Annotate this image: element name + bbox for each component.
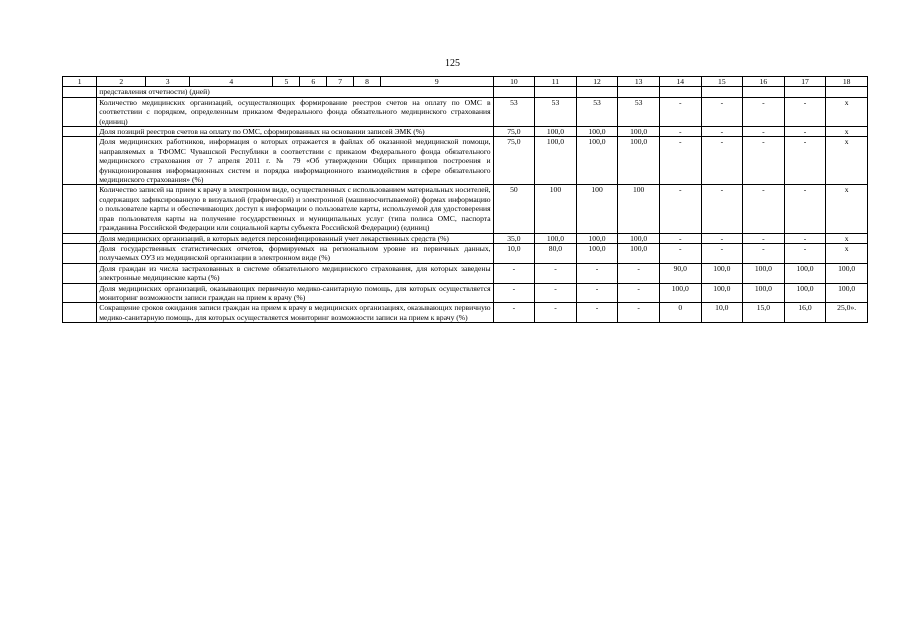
value-cell-col-12: 100,0 (576, 233, 618, 243)
value-cell-col-18: 100,0 (826, 283, 868, 303)
indicator-name-cell: Доля позиций реестров счетов на оплату по ОМС, сформированных на основании записей ЭМК (%) (97, 127, 493, 137)
value-cell-col-15: 100,0 (701, 263, 743, 283)
value-cell-col-16: - (743, 243, 785, 263)
value-cell-col-10: - (493, 283, 535, 303)
indicator-name-cell: Доля медицинских организаций, оказывающих первичную медико-санитарную помощь, для которых осуществляется мониторинг возможности записи граждан на прием к врачу (%) (97, 283, 493, 303)
page-number: 125 (445, 58, 460, 69)
value-cell-col-12: 100,0 (576, 137, 618, 185)
value-cell-col-18: x (826, 127, 868, 137)
value-cell-col-11: 100,0 (535, 127, 577, 137)
value-cell-col-13: - (618, 263, 660, 283)
value-cell-col-17: - (784, 127, 826, 137)
value-cell-col-14: - (659, 127, 701, 137)
value-cell-col-11: 80,0 (535, 243, 577, 263)
value-cell-col-11: 100,0 (535, 233, 577, 243)
value-cell-col-18: x (826, 97, 868, 126)
value-cell-col-11: 53 (535, 97, 577, 126)
column-header-11: 11 (535, 77, 577, 87)
value-cell-col-12: - (576, 303, 618, 323)
table-row (63, 233, 868, 243)
column-header-3: 3 (146, 77, 190, 87)
value-cell-col-12: - (576, 283, 618, 303)
row-number-cell (63, 137, 97, 185)
value-cell-col-14: - (659, 97, 701, 126)
value-cell-col-13 (618, 87, 660, 97)
table-row (63, 263, 868, 283)
value-cell-col-15: - (701, 185, 743, 233)
value-cell-col-11: - (535, 263, 577, 283)
value-cell-col-14: - (659, 243, 701, 263)
value-cell-col-10: 75,0 (493, 137, 535, 185)
value-cell-col-12: 100,0 (576, 243, 618, 263)
indicator-name-cell: Количество записей на прием к врачу в электронном виде, осуществленных с использованием материальных носителей, содержащих зафиксированную в визуальной (графической) и электронной (машиносчитываемой) формах информацию о пользователе карты и обеспечивающих доступ к информации о пользователе карты, используемой для удостоверения прав пользователя карты на получение государственных и муниципальных услуг (типа полиса ОМС, паспорта гражданина Российской Федерации или социальной карты субъекта Российской Федерации) (единиц) (97, 185, 493, 233)
value-cell-col-17: - (784, 137, 826, 185)
value-cell-col-16: 100,0 (743, 283, 785, 303)
column-header-4: 4 (190, 77, 273, 87)
value-cell-col-13: - (618, 283, 660, 303)
value-cell-col-17: - (784, 233, 826, 243)
value-cell-col-15: - (701, 127, 743, 137)
value-cell-col-14: 90,0 (659, 263, 701, 283)
indicator-name-cell: Сокращение сроков ожидания записи граждан на прием к врачу в медицинских организациях, оказывающих первичную медико-санитарную помощь, для которых осуществляется мониторинг возможности записи на прием к врачу (%) (97, 303, 493, 323)
row-number-cell (63, 263, 97, 283)
value-cell-col-15 (701, 87, 743, 97)
value-cell-col-16: - (743, 137, 785, 185)
column-header-12: 12 (576, 77, 618, 87)
column-header-8: 8 (354, 77, 381, 87)
value-cell-col-14 (659, 87, 701, 97)
value-cell-col-15: - (701, 233, 743, 243)
value-cell-col-15: - (701, 137, 743, 185)
row-number-cell (63, 97, 97, 126)
value-cell-col-14: - (659, 185, 701, 233)
value-cell-col-11 (535, 87, 577, 97)
row-number-cell (63, 303, 97, 323)
indicator-name-cell: Доля медицинских работников, информация о которых отражается в файлах об оказанной медицинской помощи, направляемых в ТФОМС Чувашской Республики в соответствии с приказом Федерального фонда обязательного медицинского страхования от 7 апреля 2011 г. № 79 «Об утверждении Общих принципов построения и функционирования информационных систем и порядка информационного взаимодействия в сфере обязательного медицинского страхования» (%) (97, 137, 493, 185)
column-header-9: 9 (381, 77, 494, 87)
value-cell-col-13: 100,0 (618, 127, 660, 137)
value-cell-col-13: 53 (618, 97, 660, 126)
indicator-name-cell: Количество медицинских организаций, осуществляющих формирование реестров счетов на оплату по ОМС в соответствии с порядком, определенным приказом Федерального фонда обязательного медицинского страхования (единиц) (97, 97, 493, 126)
value-cell-col-10: - (493, 303, 535, 323)
value-cell-col-17: - (784, 243, 826, 263)
value-cell-col-14: - (659, 137, 701, 185)
table-row (63, 243, 868, 263)
indicator-name-cell: Доля медицинских организаций, в которых ведется персонифицированный учет лекарственных средств (%) (97, 233, 493, 243)
value-cell-col-16: - (743, 127, 785, 137)
value-cell-col-15: 100,0 (701, 283, 743, 303)
value-cell-col-12: 53 (576, 97, 618, 126)
value-cell-col-10: 10,0 (493, 243, 535, 263)
value-cell-col-16: 100,0 (743, 263, 785, 283)
column-header-7: 7 (327, 77, 354, 87)
value-cell-col-10: - (493, 263, 535, 283)
value-cell-col-12 (576, 87, 618, 97)
value-cell-col-16: - (743, 185, 785, 233)
table-row (63, 87, 868, 97)
value-cell-col-12: 100,0 (576, 127, 618, 137)
table-row (63, 97, 868, 126)
value-cell-col-15: 10,0 (701, 303, 743, 323)
value-cell-col-17 (784, 87, 826, 97)
column-header-1: 1 (63, 77, 97, 87)
row-number-cell (63, 233, 97, 243)
value-cell-col-18: x (826, 243, 868, 263)
value-cell-col-10: 50 (493, 185, 535, 233)
column-header-5: 5 (273, 77, 300, 87)
value-cell-col-18: x (826, 185, 868, 233)
value-cell-col-11: - (535, 283, 577, 303)
value-cell-col-10 (493, 87, 535, 97)
value-cell-col-11: - (535, 303, 577, 323)
table-row (63, 185, 868, 233)
value-cell-col-13: 100,0 (618, 137, 660, 185)
value-cell-col-18: x (826, 233, 868, 243)
row-number-cell (63, 127, 97, 137)
value-cell-col-17: 100,0 (784, 263, 826, 283)
value-cell-col-11: 100 (535, 185, 577, 233)
value-cell-col-13: 100,0 (618, 243, 660, 263)
value-cell-col-17: - (784, 97, 826, 126)
column-header-10: 10 (493, 77, 535, 87)
value-cell-col-14: 0 (659, 303, 701, 323)
value-cell-col-16 (743, 87, 785, 97)
indicator-name-cell: Доля граждан из числа застрахованных в системе обязательного медицинского страхования, для которых заведены электронные медицинские карты (%) (97, 263, 493, 283)
row-number-cell (63, 243, 97, 263)
value-cell-col-13: 100,0 (618, 233, 660, 243)
table-row (63, 127, 868, 137)
value-cell-col-14: - (659, 233, 701, 243)
column-header-18: 18 (826, 77, 868, 87)
row-number-cell (63, 87, 97, 97)
value-cell-col-18 (826, 87, 868, 97)
column-header-16: 16 (743, 77, 785, 87)
value-cell-col-15: - (701, 97, 743, 126)
column-header-14: 14 (659, 77, 701, 87)
table-row (63, 137, 868, 185)
row-number-cell (63, 185, 97, 233)
value-cell-col-14: 100,0 (659, 283, 701, 303)
column-header-15: 15 (701, 77, 743, 87)
value-cell-col-12: 100 (576, 185, 618, 233)
value-cell-col-16: 15,0 (743, 303, 785, 323)
value-cell-col-13: - (618, 303, 660, 323)
table-row (63, 283, 868, 303)
value-cell-col-10: 75,0 (493, 127, 535, 137)
column-header-17: 17 (784, 77, 826, 87)
value-cell-col-16: - (743, 233, 785, 243)
value-cell-col-18: 25,0». (826, 303, 868, 323)
value-cell-col-17: 16,0 (784, 303, 826, 323)
header-row (63, 77, 868, 87)
value-cell-col-12: - (576, 263, 618, 283)
column-header-2: 2 (97, 77, 146, 87)
value-cell-col-13: 100 (618, 185, 660, 233)
indicator-name-cell: Доля государственных статистических отчетов, формируемых на региональном уровне из первичных данных, получаемых ОУЗ из медицинской организации в электронном виде (%) (97, 243, 493, 263)
value-cell-col-15: - (701, 243, 743, 263)
value-cell-col-11: 100,0 (535, 137, 577, 185)
indicator-name-cell: представления отчетности) (дней) (97, 87, 493, 97)
value-cell-col-10: 53 (493, 97, 535, 126)
value-cell-col-17: 100,0 (784, 283, 826, 303)
table-body (63, 87, 868, 323)
value-cell-col-18: x (826, 137, 868, 185)
value-cell-col-17: - (784, 185, 826, 233)
value-cell-col-18: 100,0 (826, 263, 868, 283)
table-row (63, 303, 868, 323)
value-cell-col-10: 35,0 (493, 233, 535, 243)
column-header-13: 13 (618, 77, 660, 87)
value-cell-col-16: - (743, 97, 785, 126)
column-header-6: 6 (300, 77, 327, 87)
row-number-cell (63, 283, 97, 303)
indicators-table (62, 76, 868, 323)
